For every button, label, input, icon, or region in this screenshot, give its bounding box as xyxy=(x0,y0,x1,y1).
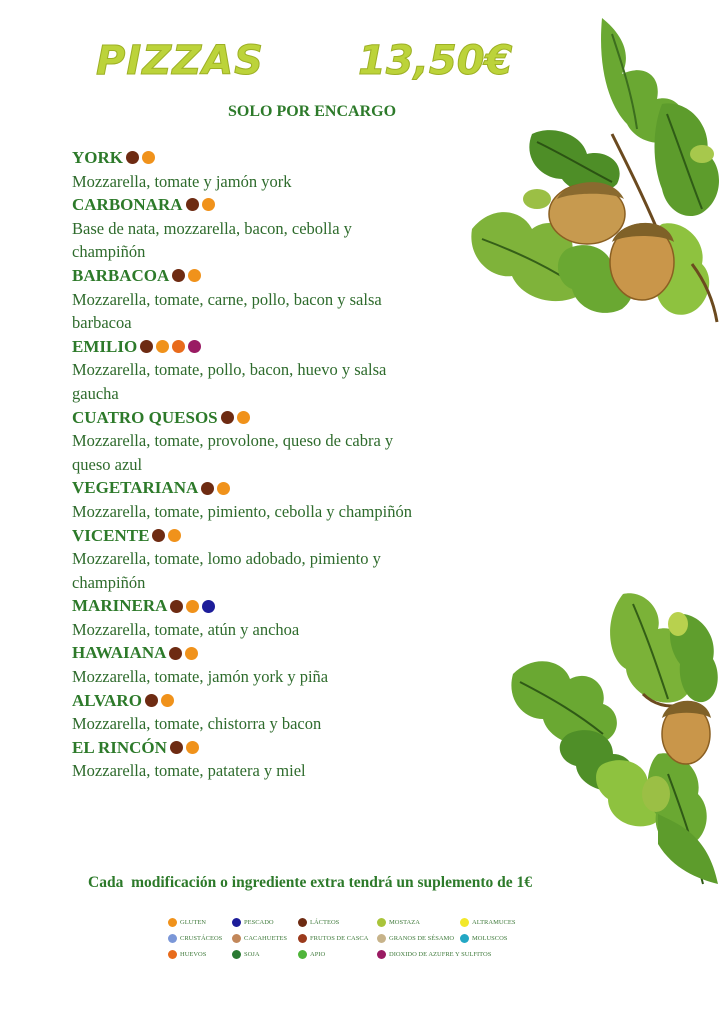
pizza-description: Mozzarella, tomate, chistorra y bacon xyxy=(72,714,322,734)
allergen-dots xyxy=(140,340,204,353)
allergen-dots xyxy=(169,647,201,660)
legend-dot xyxy=(460,934,469,943)
legend-dot xyxy=(232,950,241,959)
pizza-name: BARBACOA xyxy=(72,265,170,285)
pizza-item xyxy=(72,146,472,193)
menu-price: 13,50€ xyxy=(358,38,513,84)
pizza-item xyxy=(72,335,472,406)
menu-title: PIZZAS xyxy=(96,38,264,84)
allergen-dot-gluten xyxy=(217,482,230,495)
pizza-description: barbacoa xyxy=(72,313,132,333)
pizza-name-row xyxy=(72,406,472,430)
legend-label: CACAHUETES xyxy=(244,935,287,942)
pizza-description: Base de nata, mozzarella, bacon, cebolla y xyxy=(72,218,352,238)
oak-leaves-bottom-illustration xyxy=(508,584,724,894)
pizza-description: Mozzarella, tomate, lomo adobado, pimiento y xyxy=(72,549,381,569)
legend-label: GLUTEN xyxy=(180,919,206,926)
allergen-dot-gluten xyxy=(202,198,215,211)
pizza-description: champiñón xyxy=(72,242,146,262)
pizza-name-row xyxy=(72,476,472,500)
pizza-item xyxy=(72,476,472,523)
legend-item-frutos-de-casca xyxy=(298,934,368,943)
pizza-name-row xyxy=(72,594,472,618)
pizza-name: HAWAIANA xyxy=(72,643,167,663)
allergen-dots xyxy=(145,694,177,707)
allergen-dot-gluten xyxy=(142,151,155,164)
allergen-dot-lacteos xyxy=(201,482,214,495)
legend-label: PESCADO xyxy=(244,919,274,926)
pizza-description: Mozzarella, tomate, carne, pollo, bacon y salsa xyxy=(72,289,382,309)
legend-dot xyxy=(377,950,386,959)
pizza-name: MARINERA xyxy=(72,596,168,616)
legend-item-moluscos xyxy=(460,934,507,943)
pizza-item xyxy=(72,594,472,641)
legend-label: SOJA xyxy=(244,951,260,958)
pizza-description: gaucha xyxy=(72,383,119,403)
legend-label: GRANOS DE SÉSAMO xyxy=(389,935,455,942)
allergen-dot-lacteos xyxy=(172,269,185,282)
pizza-name: YORK xyxy=(72,148,123,167)
legend-item-apio xyxy=(298,950,325,959)
pizza-name: VICENTE xyxy=(72,525,150,545)
pizza-description: Mozzarella, tomate, provolone, queso de cabra y xyxy=(72,431,394,451)
pizza-description: Mozzarella, tomate, pollo, bacon, huevo y salsa xyxy=(72,360,387,380)
legend-item-crustaceos xyxy=(168,934,222,943)
allergen-dot-gluten xyxy=(185,647,198,660)
legend-dot xyxy=(168,918,177,927)
allergen-dots xyxy=(172,269,204,282)
allergen-dot-pescado xyxy=(202,600,215,613)
legend-dot xyxy=(298,950,307,959)
legend-label: CRUSTÁCEOS xyxy=(180,935,223,942)
allergen-dot-huevos xyxy=(172,340,185,353)
allergen-dot-lacteos xyxy=(126,151,139,164)
pizza-item xyxy=(72,524,472,595)
allergen-dot-dioxido xyxy=(188,340,201,353)
legend-item-lacteos xyxy=(298,918,339,927)
pizza-name: CARBONARA xyxy=(72,195,183,215)
legend-item-granos-de-sesamo xyxy=(377,934,454,943)
allergen-dots xyxy=(170,741,202,754)
legend-label: FRUTOS DE CASCA xyxy=(310,935,369,942)
legend-item-huevos xyxy=(168,950,206,959)
pizza-name-row xyxy=(72,641,472,665)
pizza-item xyxy=(72,406,472,477)
pizza-name-row xyxy=(72,524,472,548)
allergen-dot-gluten xyxy=(186,600,199,613)
pizza-menu-list xyxy=(72,146,472,783)
legend-label: MOLUSCOS xyxy=(472,935,508,942)
allergen-dots xyxy=(126,151,158,164)
legend-label: LÁCTEOS xyxy=(310,919,340,926)
legend-label: HUEVOS xyxy=(180,951,207,958)
supplement-note: Cada modificación o ingrediente extra tendrá un suplemento de 1€ xyxy=(88,874,533,891)
legend-dot xyxy=(377,918,386,927)
legend-item-pescado xyxy=(232,918,274,927)
pizza-name-row xyxy=(72,264,472,288)
pizza-description: Mozzarella, tomate, pimiento, cebolla y champiñón xyxy=(72,501,412,521)
allergen-dot-lacteos xyxy=(140,340,153,353)
pizza-name: CUATRO QUESOS xyxy=(72,407,218,427)
pizza-item xyxy=(72,641,472,688)
allergen-dot-gluten xyxy=(188,269,201,282)
pizza-name: EL RINCÓN xyxy=(72,737,167,757)
legend-dot xyxy=(232,918,241,927)
allergen-dot-gluten xyxy=(237,411,250,424)
pizza-name: VEGETARIANA xyxy=(72,478,199,498)
legend-label: APIO xyxy=(310,951,326,958)
allergen-dot-lacteos xyxy=(169,647,182,660)
allergen-dots xyxy=(170,600,218,613)
pizza-name-row xyxy=(72,736,472,760)
allergen-dot-lacteos xyxy=(186,198,199,211)
legend-dot xyxy=(232,934,241,943)
pizza-description: Mozzarella, tomate, patatera y miel xyxy=(72,761,306,781)
allergen-dot-gluten xyxy=(161,694,174,707)
allergen-dot-lacteos xyxy=(221,411,234,424)
pizza-name-row xyxy=(72,146,472,170)
allergen-dot-lacteos xyxy=(170,600,183,613)
pizza-description: champiñón xyxy=(72,572,146,592)
legend-item-mostaza xyxy=(377,918,420,927)
legend-dot xyxy=(377,934,386,943)
legend-dot xyxy=(168,934,177,943)
legend-dot xyxy=(298,934,307,943)
menu-subtitle: SOLO POR ENCARGO xyxy=(228,103,397,120)
legend-dot xyxy=(298,918,307,927)
allergen-dots xyxy=(186,198,218,211)
legend-label: MOSTAZA xyxy=(389,919,420,926)
allergen-dots xyxy=(152,529,184,542)
pizza-name-row xyxy=(72,193,472,217)
pizza-description: Mozzarella, tomate y jamón york xyxy=(72,171,292,191)
legend-item-cacahuetes xyxy=(232,934,287,943)
pizza-item xyxy=(72,736,472,783)
pizza-name: ALVARO xyxy=(72,690,142,710)
pizza-item xyxy=(72,264,472,335)
allergen-dot-lacteos xyxy=(145,694,158,707)
pizza-description: Mozzarella, tomate, atún y anchoa xyxy=(72,619,300,639)
pizza-name: EMILIO xyxy=(72,336,138,356)
allergen-dot-lacteos xyxy=(152,529,165,542)
oak-leaves-top-illustration xyxy=(462,14,724,324)
pizza-description: Mozzarella, tomate, jamón york y piña xyxy=(72,667,329,687)
legend-item-gluten xyxy=(168,918,206,927)
allergen-dots xyxy=(201,482,233,495)
pizza-description: queso azul xyxy=(72,454,143,474)
legend-item-soja xyxy=(232,950,260,959)
legend-item-dioxido xyxy=(377,950,491,959)
legend-label: DIOXIDO DE AZUFRE Y SULFITOS xyxy=(389,951,492,958)
pizza-item xyxy=(72,689,472,736)
allergen-dot-gluten xyxy=(186,741,199,754)
allergen-dot-gluten xyxy=(168,529,181,542)
pizza-item xyxy=(72,193,472,264)
allergen-dot-lacteos xyxy=(170,741,183,754)
pizza-name-row xyxy=(72,689,472,713)
pizza-name-row xyxy=(72,335,472,359)
allergen-dots xyxy=(221,411,253,424)
legend-label: ALTRAMUCES xyxy=(472,919,516,926)
legend-item-altramuces xyxy=(460,918,515,927)
legend-dot xyxy=(460,918,469,927)
legend-dot xyxy=(168,950,177,959)
allergen-dot-gluten xyxy=(156,340,169,353)
